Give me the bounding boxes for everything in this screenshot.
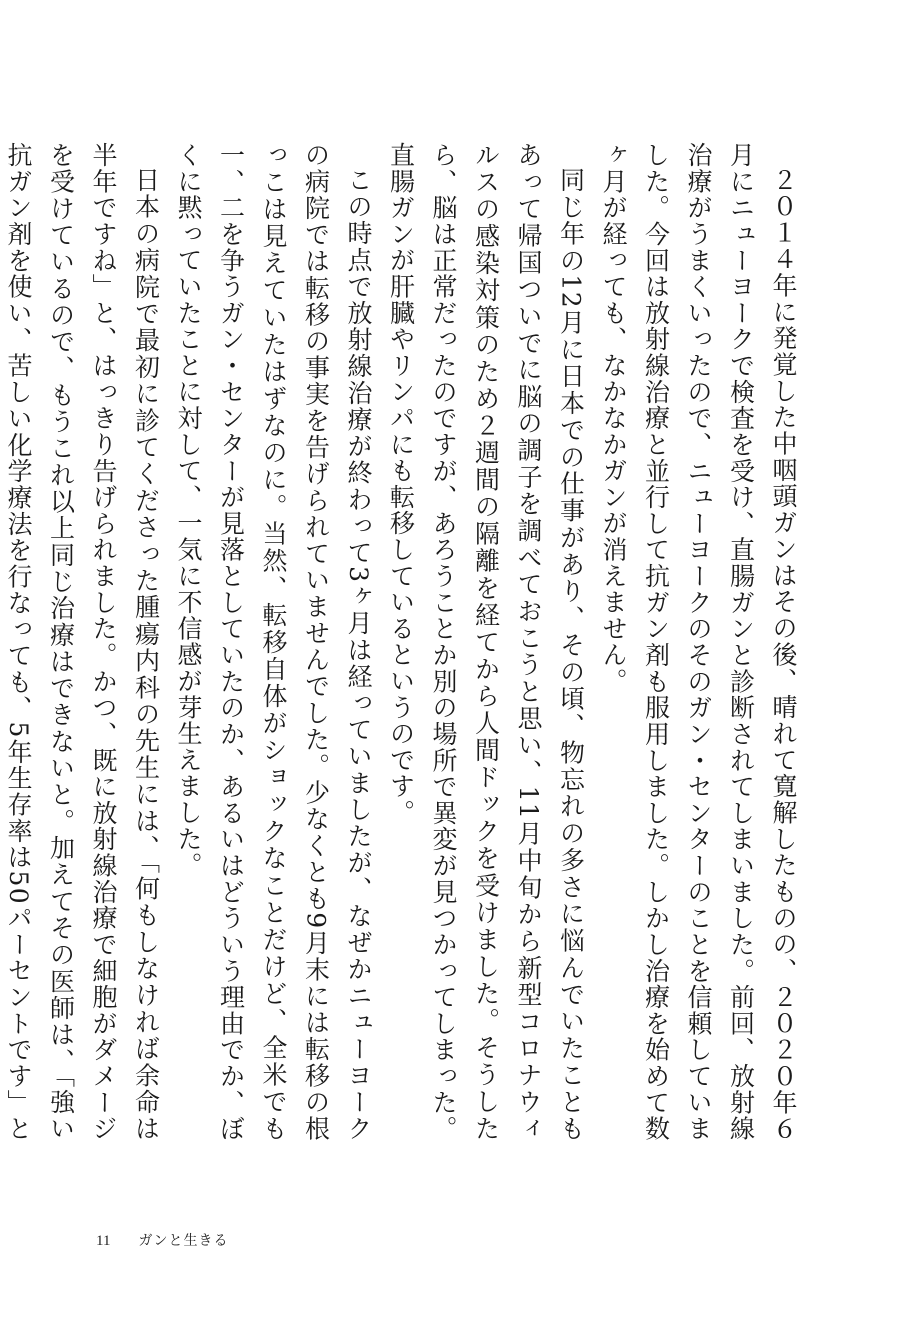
- paragraph-4: 日本の病院で最初に診てくださった腫瘍内科の先生には、「何もしなければ余命は半年ですね」と、はっきり告げられました。かつ、既に放射線治療で細胞がダメージを受けているので、もうこれ以上同じ治療はできないと。加えてその医師は、「強い抗ガン剤を使い、苦しい化学療法を行なっても、5年生存率は50パーセントです」と: [4, 142, 161, 1142]
- page-number: 11: [96, 1233, 111, 1249]
- page-footer: [96, 1230, 228, 1250]
- paragraph-3: この時点で放射線治療が終わって3ヶ月は経っていましたが、なぜかニューヨークの病院では転移の事実を告げられていませんでした。少なくとも9月末には転移の根っこは見えていたはずなのに。当然、転移自体がショックなことだけど、全米でも一、二を争うガン・センターが見落としていたのか、あるいはどういう理由でか、ぼくに黙っていたことに対して、一気に不信感が芽生えました。: [174, 142, 373, 1142]
- running-title: ガンと生きる: [138, 1233, 229, 1249]
- paragraph-1: ２０１４年に発覚した中咽頭ガンはその後、晴れて寛解したものの、２０２０年６月にニューヨークで検査を受け、直腸ガンと診断されてしまいました。前回、放射線治療がうまくいったので、ニューヨークのそのガン・センターのことを信頼していました。今回は放射線治療と並行して抗ガン剤も服用しました。しかし治療を始めて数ヶ月が経っても、なかなかガンが消えません。: [599, 142, 798, 1142]
- paragraph-2: 同じ年の12月に日本での仕事があり、その頃、物忘れの多さに悩んでいたこともあって帰国ついでに脳の調子を調べておこうと思い、11月中旬から新型コロナウィルスの感染対策のため２週間の隔離を経てから人間ドックを受けました。そうしたら、脳は正常だったのですが、あろうことか別の場所で異変が見つかってしまった。直腸ガンが肝臓やリンパにも転移しているというのです。: [386, 142, 586, 1142]
- body-text: [4, 142, 804, 1142]
